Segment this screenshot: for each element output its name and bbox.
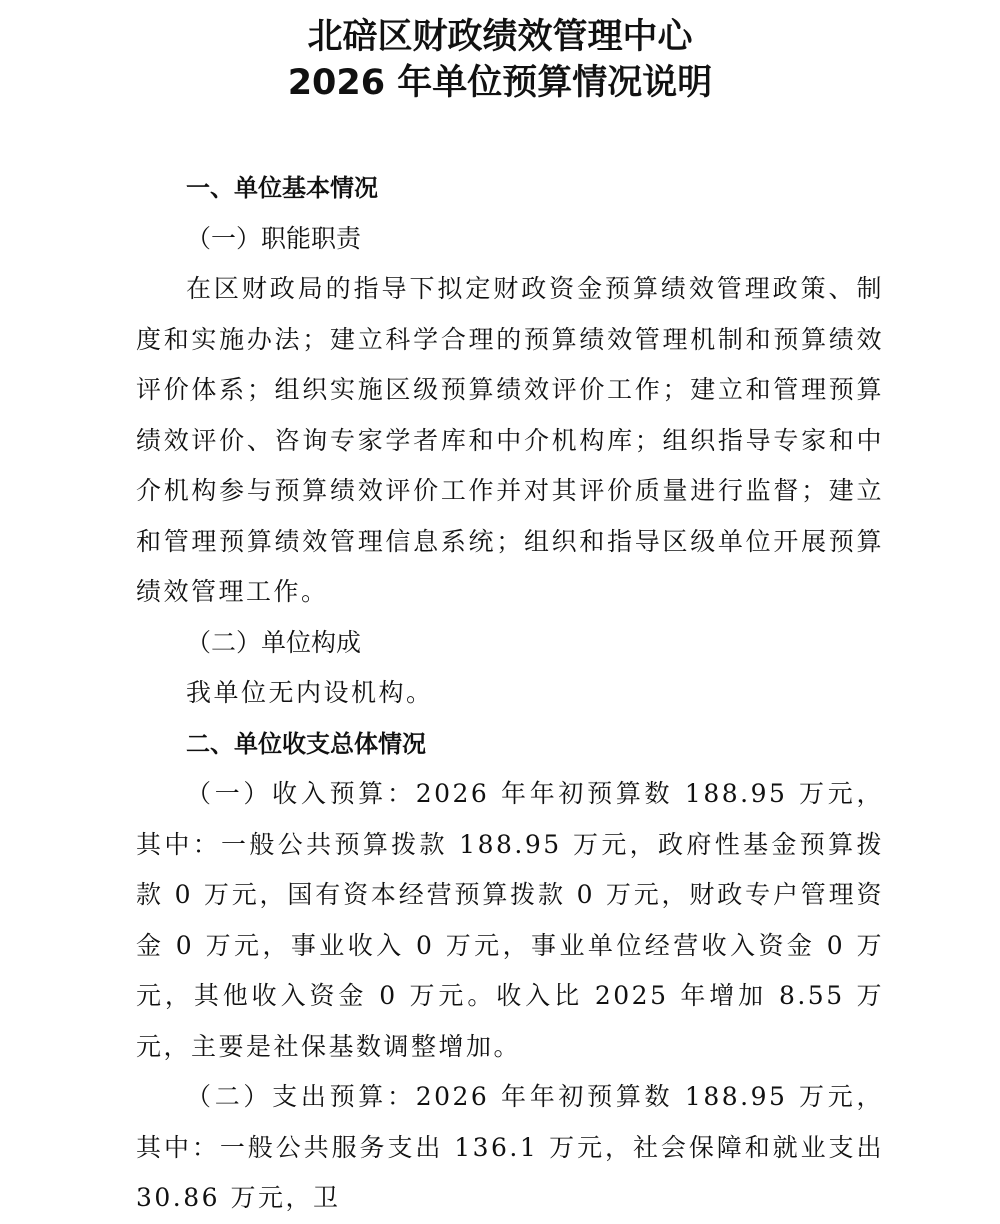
subsection-heading-composition: （二）单位构成 [186, 627, 362, 657]
section-heading-basic-info: 一、单位基本情况 [186, 174, 378, 202]
document-body [136, 163, 884, 1224]
section-heading-budget-overview: 二、单位收支总体情况 [186, 729, 426, 758]
document-subtitle: 2026 年单位预算情况说明 [287, 63, 713, 103]
subsection-heading-duties: （一）职能职责 [186, 223, 362, 253]
document-title: 北碚区财政绩效管理中心 [307, 17, 693, 57]
paragraph-expenditure-budget: （二）支出预算：2026 年年初预算数 188.95 万元，其中：一般公共服务支出 136.1 万元，社会保障和就业支出 30.86 万元，卫 [136, 1082, 884, 1212]
paragraph-duties: 在区财政局的指导下拟定财政资金预算绩效管理政策、制度和实施办法；建立科学合理的预算绩效管理机制和预算绩效评价体系；组织实施区级预算绩效评价工作；建立和管理预算绩效评价、咨询专家学者库和中介机构库；组织指导专家和中介机构参与预算绩效评价工作并对其评价质量进行监督；建立和管理预算绩效管理信息系统；组织和指导区级单位开展预算绩效管理工作。 [136, 274, 884, 606]
paragraph-income-budget: （一）收入预算：2026 年年初预算数 188.95 万元，其中：一般公共预算拨款 188.95 万元，政府性基金预算拨款 0 万元，国有资本经营预算拨款 0 万元，财政专户管理资金 0 万元，事业收入 0 万元，事业单位经营收入资金 0 万元，其他收入资金 0 万元。收入比 2025 年增加 8.55 万元，主要是社保基数调整增加。 [136, 779, 884, 1061]
paragraph-composition: 我单位无内设机构。 [186, 678, 434, 707]
